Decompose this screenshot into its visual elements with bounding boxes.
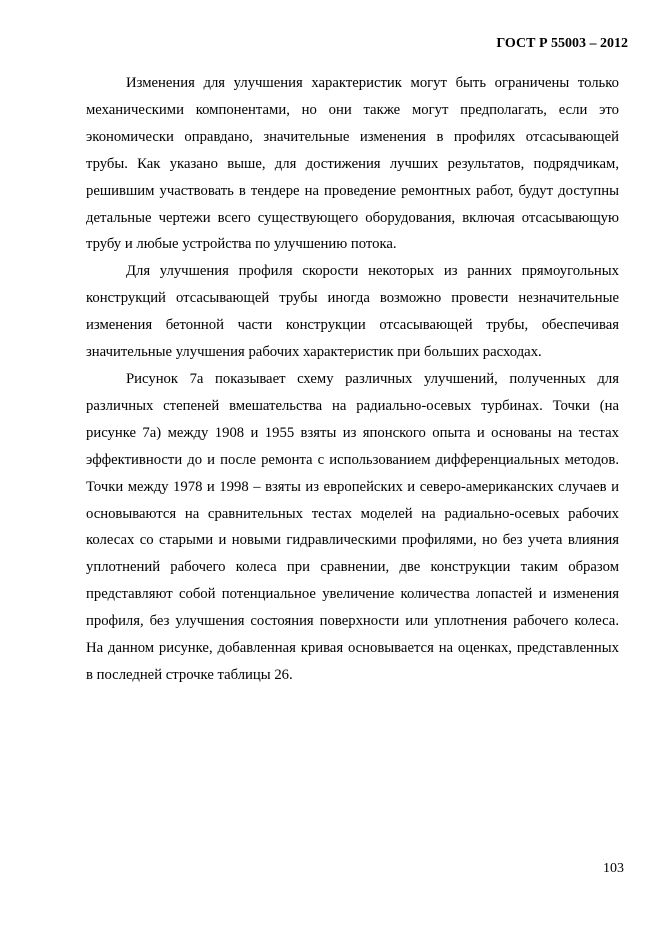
- paragraph-2: Для улучшения профиля скорости некоторых из ранних прямоугольных конструкций отсасывающей трубы иногда возможно провести незначительные изменения бетонной части конструкции отсасывающей трубы, обеспечивая значительные улучшения рабочих характеристик при больших расходах.: [86, 263, 619, 361]
- paragraph-3: Рисунок 7а показывает схему различных улучшений, полученных для различных степеней вмешательства на радиально-осевых турбинах. Точки (на рисунке 7а) между 1908 и 1955 взяты из японского опыта и основаны на тестах эффективности до и после ремонта с использованием дифференциальных методов. Точки между 1978 и 1998 – взяты из европейских и северо-американских случаев и основываются на сравнительных тестах моделей на радиально-осевых рабочих колесах со старыми и новыми гидравлическими профилями, но без учета влияния уплотнений рабочего колеса при сравнении, две конструкции таким образом представляют собой потенциальное увеличение количества лопастей и изменения профиля, без улучшения состояния поверхности или уплотнения рабочего колеса. На данном рисунке, добавленная кривая основывается на оценках, представленных в последней строчке таблицы 26.: [86, 370, 619, 683]
- paragraph-1: Изменения для улучшения характеристик могут быть ограничены только механическими компонентами, но они также могут предполагать, если это экономически оправдано, значительные изменения в профилях отсасывающей трубы. Как указано выше, для достижения лучших результатов, подрядчикам, решившим участвовать в тендере на проведение ремонтных работ, будут доступны детальные чертежи всего существующего оборудования, включая отсасывающую трубу и любые устройства по улучшению потока.: [86, 75, 619, 253]
- standard-header: ГОСТ Р 55003 – 2012: [496, 36, 628, 51]
- page-number: 103: [603, 861, 624, 876]
- body-text: [86, 70, 619, 689]
